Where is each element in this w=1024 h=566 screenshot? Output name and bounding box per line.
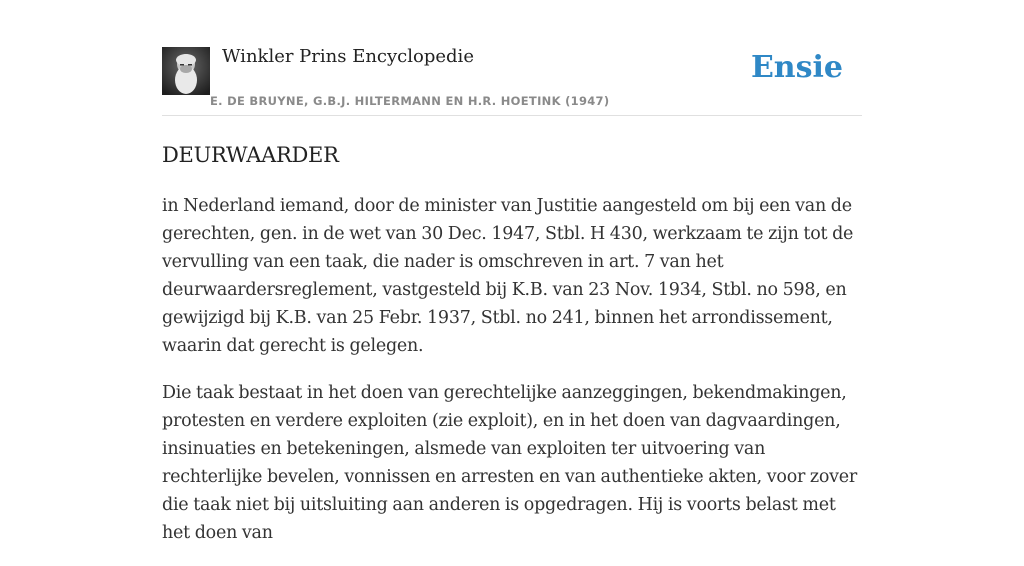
entry-content — [162, 140, 862, 566]
brand-logo[interactable]: Ensie — [750, 50, 843, 85]
entry-body — [162, 192, 862, 547]
source-title[interactable]: Winkler Prins Encyclopedie — [222, 46, 474, 67]
entry-paragraph: in Nederland iemand, door de minister van Justitie aangesteld om bij een van de gerechten, gen. in de wet van 30 Dec. 1947, Stbl. H 430, werkzaam te zijn tot de vervulling van een taak, die nader is omschreven in art. 7 van het deurwaardersreglement, vastgesteld bij K.B. van 23 Nov. 1934, Stbl. no 598, en gewijzigd bij K.B. van 25 Febr. 1937, Stbl. no 241, binnen het arrondissement, waarin dat gerecht is gelegen. — [162, 196, 854, 356]
entry-title: DEURWAARDER — [162, 143, 339, 167]
author-portrait-icon — [162, 47, 210, 95]
source-header — [162, 40, 862, 116]
source-authors: E. DE BRUYNE, G.B.J. HILTERMANN EN H.R. HOETINK (1947) — [210, 94, 610, 108]
entry-paragraph: Die taak bestaat in het doen van gerechtelijke aanzeggingen, bekendmakingen, protesten en verdere exploiten (zie exploit), en in het doen van dagvaardingen, insinuaties en betekeningen, alsmede van exploiten ter uitvoering van rechterlijke bevelen, vonnissen en arresten en van authentieke akten, voor zover die taak niet bij uitsluiting aan anderen is opgedragen. Hij is voorts belast met het doen van — [162, 383, 858, 543]
